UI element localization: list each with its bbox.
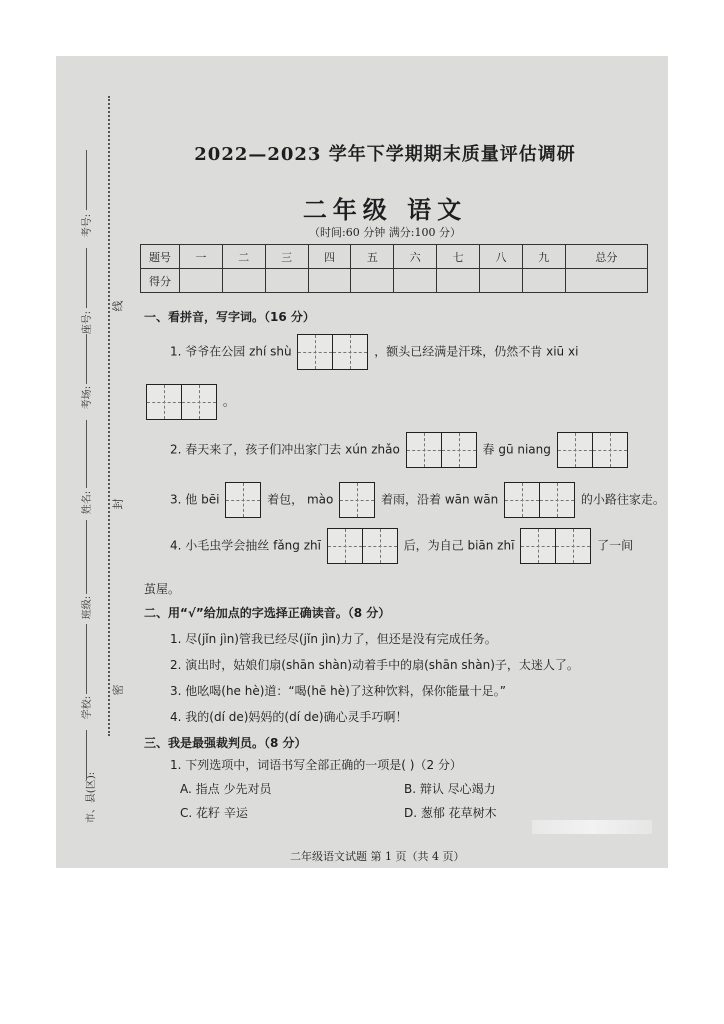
score-table-score-row — [141, 269, 648, 293]
score-cell: 八 — [480, 245, 523, 269]
side-blank — [86, 520, 87, 594]
pinyin: bēi — [201, 492, 220, 507]
option-a: A. 指点 少先对员 — [180, 782, 272, 796]
score-blank-cell[interactable] — [565, 269, 647, 293]
pinyin: zhí shù — [249, 344, 292, 359]
score-blank-cell[interactable] — [308, 269, 351, 293]
question-text: 着雨，沿着 — [380, 492, 441, 507]
side-blank — [86, 248, 87, 308]
exam-subject: 二年级 语文 — [302, 196, 468, 224]
score-blank-cell[interactable] — [222, 269, 265, 293]
option-d: D. 葱郁 花草树木 — [404, 806, 497, 820]
side-blank — [86, 420, 87, 488]
question-text: 4. 小毛虫学会抽丝 — [170, 538, 270, 553]
question-2-1: 1. 尽(jǐn jìn)管我已经尽(jǐn jìn)力了，但还是没有完成任务。 — [170, 632, 497, 646]
section1-heading: 一、看拼音，写字词。（16 分） — [144, 310, 315, 324]
question-text: 1. 爷爷在公园 — [170, 344, 246, 359]
question-1-4-cont: 茧屋。 — [144, 582, 181, 596]
side-label-school: 学校: — [82, 695, 94, 720]
page-footer: 二年级语文试题 第 1 页（共 4 页） — [290, 850, 465, 863]
side-label-exam-number: 考号: — [82, 213, 94, 238]
score-cell: 九 — [522, 245, 565, 269]
question-1-4 — [170, 528, 633, 564]
question-3-1: 1. 下列选项中，词语书写全部正确的一项是( )（2 分） — [170, 758, 462, 772]
side-label-class: 班级: — [82, 595, 94, 620]
seal-dotted-line — [108, 96, 110, 736]
pinyin: fǎng zhī — [273, 538, 321, 553]
section2-heading: 二、用“√”给加点的字选择正确读音。（8 分） — [144, 606, 391, 620]
question-text: 。 — [222, 394, 235, 409]
pinyin: biān zhī — [467, 538, 515, 553]
seal-mark-secret: 密 — [111, 684, 125, 696]
score-blank-cell[interactable] — [480, 269, 523, 293]
question-1-1-cont — [144, 384, 235, 420]
score-cell: 题号 — [141, 245, 180, 269]
answer-grid[interactable] — [520, 528, 591, 564]
pinyin: wān wān — [444, 492, 499, 507]
section3-heading: 三、我是最强裁判员。（8 分） — [144, 736, 307, 750]
side-label-name: 姓名: — [82, 490, 94, 515]
question-1-2 — [170, 432, 630, 468]
answer-grid[interactable] — [146, 384, 217, 420]
score-blank-cell[interactable] — [437, 269, 480, 293]
watermark-blur — [532, 820, 652, 834]
exam-title: 2022—2023 学年下学期期末质量评估调研 — [194, 144, 576, 165]
question-text: 了一间 — [597, 538, 634, 553]
score-blank-cell[interactable] — [351, 269, 394, 293]
score-table-header-row — [141, 245, 648, 269]
score-blank-cell[interactable] — [394, 269, 437, 293]
seal-mark-line: 线 — [111, 300, 125, 312]
question-1-1 — [170, 334, 578, 370]
side-blank — [86, 730, 87, 780]
score-table — [140, 244, 648, 293]
score-blank-cell[interactable] — [522, 269, 565, 293]
question-2-3: 3. 他吆喝(he hè)道：“喝(hē hè)了这种饮料，保你能量十足。” — [170, 684, 507, 698]
answer-grid[interactable] — [297, 334, 368, 370]
question-text: 着包， — [267, 492, 304, 507]
score-cell: 三 — [265, 245, 308, 269]
score-cell: 得分 — [141, 269, 180, 293]
answer-grid[interactable] — [557, 432, 628, 468]
question-text: 后，为自己 — [403, 538, 464, 553]
side-blank — [86, 624, 87, 694]
answer-grid[interactable] — [504, 482, 575, 518]
pinyin: mào — [306, 492, 334, 507]
side-label-seat-number: 座号: — [82, 310, 94, 335]
score-cell: 二 — [222, 245, 265, 269]
side-blank — [86, 334, 87, 384]
exam-info: （时间:60 分钟 满分:100 分） — [309, 226, 461, 239]
score-cell: 一 — [180, 245, 223, 269]
question-text: ，额头已经满是汗珠，仍然不肯 — [374, 344, 543, 359]
score-cell: 四 — [308, 245, 351, 269]
answer-grid[interactable] — [225, 482, 261, 518]
question-1-3 — [170, 482, 665, 518]
pinyin: gū niang — [498, 442, 551, 457]
option-b: B. 辩认 尽心竭力 — [404, 782, 496, 796]
score-blank-cell[interactable] — [180, 269, 223, 293]
question-text: 的小路往家走。 — [580, 492, 665, 507]
answer-grid[interactable] — [339, 482, 375, 518]
answer-grid[interactable] — [327, 528, 398, 564]
answer-grid[interactable] — [406, 432, 477, 468]
side-label-exam-room: 考场: — [82, 385, 94, 410]
option-c: C. 花籽 辛运 — [180, 806, 248, 820]
question-text: 3. 他 — [170, 492, 198, 507]
score-cell: 六 — [394, 245, 437, 269]
seal-mark-seal: 封 — [111, 498, 125, 510]
question-2-4: 4. 我的(dí de)妈妈的(dí de)确心灵手巧啊！ — [170, 710, 408, 724]
question-text: 2. 春天来了，孩子们冲出家门去 — [170, 442, 342, 457]
side-blank — [86, 150, 87, 210]
question-text: 春 — [482, 442, 495, 457]
side-label-city-county: 市、县(区): — [86, 771, 98, 824]
question-2-2: 2. 演出时，姑娘们扇(shān shàn)动着手中的扇(shān shàn)子，太迷人了。 — [170, 658, 579, 672]
score-cell: 五 — [351, 245, 394, 269]
score-blank-cell[interactable] — [265, 269, 308, 293]
score-cell: 七 — [437, 245, 480, 269]
score-cell: 总分 — [565, 245, 647, 269]
pinyin: xiū xi — [546, 344, 579, 359]
pinyin: xún zhǎo — [345, 442, 400, 457]
